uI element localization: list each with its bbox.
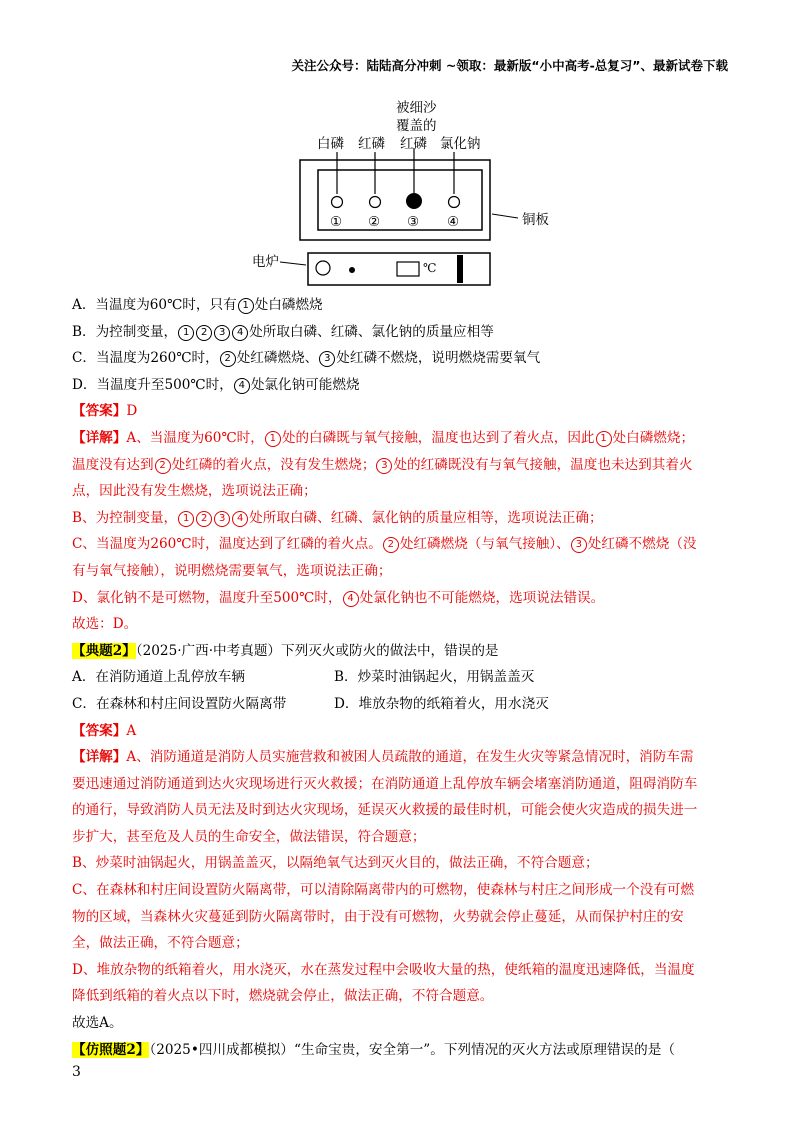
q2-options-row2: C．在森林和村庄间设置防火隔离带 D．堆放杂物的纸箱着火，用水浇灭: [72, 695, 549, 712]
stove-knob-icon: [316, 261, 330, 275]
q1-explain-3: 点，因此没有发生燃烧，选项说法正确；: [72, 483, 317, 500]
q2-explain-1: 【详解】A、消防通道是消防人员实施营救和被困人员疏散的通道，在发生火灾等紧急情况时，消防车需: [72, 749, 694, 766]
q1-option-c: C．当温度为260℃时， 2 处红磷燃烧、 3 处红磷不燃烧，说明燃烧需要氧气: [72, 350, 541, 367]
covered-red-phosphorus-sample: [406, 193, 422, 209]
q1-option-d: D．当温度升至500℃时， 4 处氯化钠可能燃烧: [72, 376, 360, 393]
white-phosphorus-sample: [332, 197, 343, 208]
q1-answer: 【答案】D: [72, 403, 138, 420]
q2-options-row1: A．在消防通道上乱停放车辆 B．炒菜时油锅起火，用锅盖盖灭: [72, 669, 535, 686]
label-sodium-chloride: 氯化钠: [440, 136, 481, 152]
page-number: 3: [72, 1064, 81, 1080]
number-1: ①: [330, 214, 343, 230]
q2-tag: 【典题2】: [72, 642, 136, 659]
q2-conclusion: 故选A。: [72, 1015, 123, 1032]
number-4: ④: [447, 214, 460, 230]
q1-explain-6: 有与氧气接触），说明燃烧需要氧气，选项说法正确；: [72, 562, 392, 579]
q1-explain-5: C、当温度为260℃时，温度达到了红磷的着火点。 2 处红磷燃烧（与氧气接触）、 3 处红磷不燃烧（没: [72, 536, 697, 553]
q2-answer: 【答案】A: [72, 722, 137, 739]
q2-explain-3: 的通行，导致消防人员无法及时到达火灾现场，延误灭火救援的最佳时机，可能会使火灾造成的损失进一: [72, 802, 698, 819]
number-2: ②: [368, 214, 381, 230]
label-copper-plate: 铜板: [522, 212, 549, 228]
stove-switch: [457, 255, 463, 283]
q1-explain-1: 【详解】A、当温度为60℃时， 1 处的白磷既与氧气接触，温度也达到了着火点，因此 1 处白磷燃烧；: [72, 429, 695, 446]
label-electric-stove: 电炉: [252, 254, 279, 270]
covered-label-line1: 被细沙: [396, 100, 437, 116]
q1-option-b: B．为控制变量， 1 2 3 4 处所取白磷、红磷、氯化钠的质量应相等: [72, 323, 494, 340]
label-covered-red-phosphorus: 红磷: [400, 136, 427, 152]
q2-explain-9: D、堆放杂物的纸箱着火，用水浇灭，水在蒸发过程中会吸收大量的热，使纸箱的温度迅速降低，当温度: [72, 961, 695, 978]
q1-explain-7: D、氯化钠不是可燃物，温度升至500℃时， 4 处氯化钠也不可能燃烧，选项说法错误。: [72, 589, 605, 606]
copper-plate: [300, 160, 490, 240]
stove-indicator-icon: [349, 267, 355, 273]
q2-explain-10: 降低到纸箱的着火点以下时，燃烧就会停止，做法正确，不符合题意。: [72, 988, 494, 1005]
q2-explain-7: 物的区域，当森林火灾蔓延到防火隔离带时，由于没有可燃物，火势就会停止蔓延，从而保护村庄的安: [72, 908, 684, 925]
q1-explain-2: 温度没有达到 2 处红磷的着火点，没有发生燃烧； 3 处的红磷既没有与氧气接触，温度也未达到其着火: [72, 456, 693, 473]
covered-label-line2: 覆盖的: [396, 118, 437, 134]
q3-stem: 【仿照题2】（2025•四川成都模拟）“生命宝贵，安全第一”。下列情况的灭火方法或原理错误的是（: [72, 1041, 675, 1058]
sodium-chloride-sample: [449, 197, 460, 208]
q2-explain-5: B、炒菜时油锅起火，用锅盖盖灭，以隔绝氧气达到灭火目的，做法正确，不符合题意；: [72, 855, 599, 872]
temperature-display: [397, 262, 419, 276]
experiment-diagram: [230, 90, 590, 290]
q2-explain-8: 全，做法正确，不符合题意；: [72, 935, 249, 952]
number-3: ③: [407, 214, 420, 230]
q1-conclusion: 故选：D。: [72, 616, 138, 633]
red-phosphorus-sample: [370, 197, 381, 208]
q2-explain-6: C、在森林和村庄间设置防火隔离带，可以清除隔离带内的可燃物，使森林与村庄之间形成一个没有可燃: [72, 882, 695, 899]
page-header: 关注公众号：陆陆高分冲刺 ~领取：最新版“小中高考-总复习”、最新试卷下载: [291, 58, 728, 73]
label-white-phosphorus: 白磷: [317, 136, 344, 152]
main-content: [72, 292, 732, 1063]
q2-stem: 【典题2】（2025·广西·中考真题）下列灭火或防火的做法中，错误的是: [72, 642, 499, 659]
celsius-unit: ℃: [423, 261, 437, 275]
label-red-phosphorus: 红磷: [358, 136, 385, 152]
q2-explain-4: 步扩大，甚至危及人员的生命安全，做法错误，符合题意；: [72, 828, 426, 845]
q1-explain-4: B、为控制变量， 1 2 3 4 处所取白磷、红磷、氯化钠的质量应相等，选项说法正确；: [72, 509, 603, 526]
q2-explain-2: 要迅速通过消防通道到达火灾现场进行灭火救援；在消防通道上乱停放车辆会堵塞消防通道，阻碍消防车: [72, 775, 698, 792]
q3-tag: 【仿照题2】: [72, 1041, 150, 1058]
q1-option-a: A．当温度为60℃时，只有 1 处白磷燃烧: [72, 297, 323, 313]
